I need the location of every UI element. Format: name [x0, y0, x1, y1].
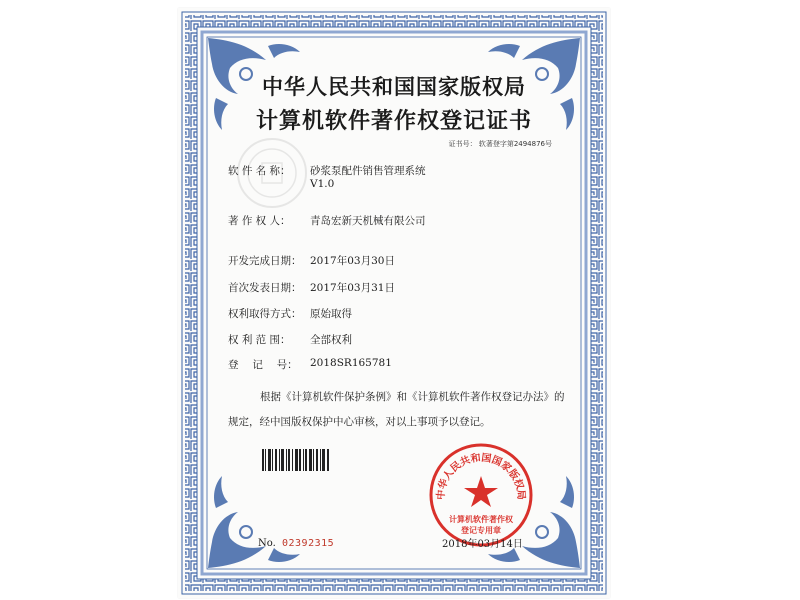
certificate-title: 计算机软件著作权登记证书: [255, 108, 532, 134]
seal-line-1: 计算机软件著作权: [449, 515, 513, 524]
software-version-value: V1.0: [310, 178, 335, 190]
issuer-title: 中华人民共和国国家版权局: [262, 74, 526, 99]
acquisition-value: 原始取得: [310, 308, 352, 320]
registration-number-label: 登 记 号：: [228, 359, 298, 371]
seal-arc-text: 中华人民共和国国家版权局: [435, 452, 527, 501]
publish-date-label: 首次发表日期：: [228, 282, 302, 294]
serial-label: No.: [258, 538, 276, 549]
acquisition-label: 权利取得方式：: [228, 308, 302, 320]
official-seal: [426, 440, 536, 550]
certificate-sheet: [178, 8, 610, 598]
software-name-value: 砂浆泵配件销售管理系统: [310, 165, 426, 177]
statement-line-1: 根据《计算机软件保护条例》和《计算机软件著作权登记办法》的: [260, 391, 565, 403]
scope-label: 权 利 范 围：: [228, 334, 291, 346]
registration-number-value: 2018SR165781: [310, 357, 392, 369]
completion-date-value: 2017年03月30日: [310, 255, 395, 267]
statement-line-2: 规定，经中国版权保护中心审核，对以上事项予以登记。: [228, 416, 491, 428]
issue-date: 2018年03月14日: [442, 539, 523, 550]
scope-value: 全部权利: [310, 334, 352, 346]
barcode-icon: [262, 449, 332, 471]
serial-number: 02392315: [282, 538, 335, 549]
completion-date-label: 开发完成日期：: [228, 255, 302, 267]
software-name-label: 软 件 名 称：: [228, 165, 291, 177]
owner-label: 著 作 权 人：: [228, 215, 291, 227]
certificate-number: 证书号： 软著登字第2494876号: [448, 140, 552, 148]
seal-line-2: 登记专用章: [461, 526, 501, 535]
owner-value: 青岛宏新天机械有限公司: [310, 215, 426, 227]
publish-date-value: 2017年03月31日: [310, 282, 395, 294]
